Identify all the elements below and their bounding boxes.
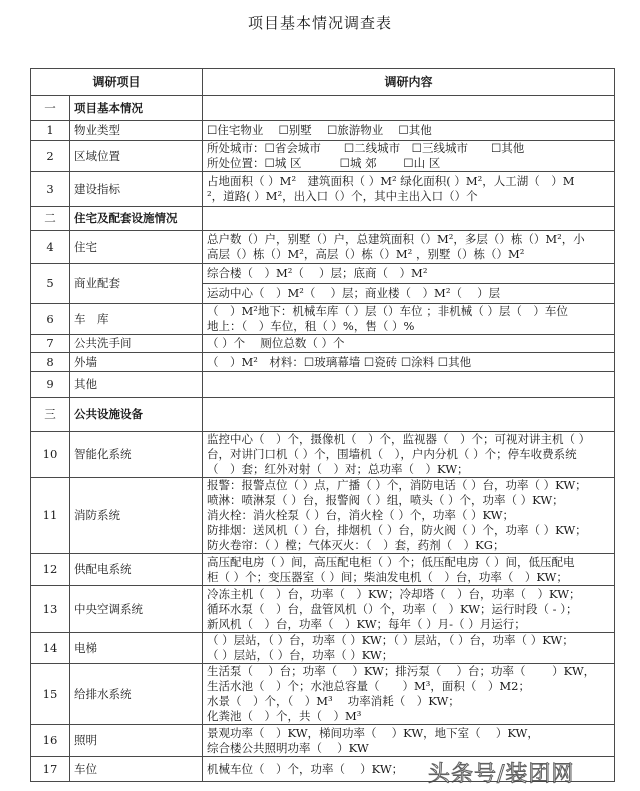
content-line[interactable]: 冷冻主机（ ）台，功率（ ）KW；冷却塔（ ）台，功率（ ）KW； [207,586,581,601]
row-number: 10 [31,432,70,478]
section-index: 三 [31,398,70,432]
table-row [31,372,615,398]
section-index: 一 [31,96,70,121]
row-number: 11 [31,478,70,554]
content-line[interactable]: 地上：（ ）车位，租（ ）%，售（ ）% [207,319,415,333]
row-number: 12 [31,554,70,586]
header-content: 调研内容 [203,69,615,96]
row-content [203,554,615,586]
row-content [203,478,615,554]
content-line[interactable]: 景观功率（ ）KW，梯间功率（ ）KW，地下室（ ）KW， [207,725,539,740]
content-line[interactable]: ☐住宅物业 ☐别墅 ☐旅游物业 ☐其他 [207,123,432,137]
content-line[interactable]: 高压配电房（ ）间，高压配电柜（ ）个；低压配电房（ ）间，低压配电 [207,554,575,569]
row-content [203,725,615,757]
row-content [203,141,615,172]
row-content [203,633,615,664]
row-item: 给排水系统 [70,664,203,725]
content-line[interactable]: 综合楼公共照明功率（ ）KW [207,740,369,755]
table-row [31,121,615,141]
row-number: 17 [31,757,70,782]
row-content [203,172,615,207]
content-line[interactable]: 总户数（）户，别墅（）户，总建筑面积（）M²，多层（）栋（）M²，小 [207,232,585,246]
table-row [31,633,615,664]
content-line[interactable]: 综合楼（ ）M²（ ）层；底商（ ）M² [207,266,428,280]
content-line[interactable]: （ ）层站，（ ）台，功率（ ）KW；（ ）层站，（ ）台，功率（ ）KW； [207,633,574,647]
row-item: 区域位置 [70,141,203,172]
content-line[interactable]: ²，道路( ）M²，出入口（）个，其中主出入口（）个 [207,189,478,203]
row-item: 车位 [70,757,203,782]
row-number: 5 [31,264,70,304]
section-row [31,96,615,121]
table-row [31,335,615,353]
content-line[interactable]: 化粪池（ ）个，共（ ）M³ [207,709,362,723]
table-row [31,478,615,554]
header-item: 调研项目 [31,69,203,96]
table-row [31,586,615,633]
row-item: 中央空调系统 [70,586,203,633]
content-line[interactable]: 所处位置：☐城 区 ☐城 郊 ☐山 区 [207,156,441,170]
content-line[interactable]: （ ）个 厕位总数（ ）个 [207,336,345,350]
section-label: 公共设施设备 [70,398,203,432]
section-label: 住宅及配套设施情况 [70,207,203,231]
row-item: 公共洗手间 [70,335,203,353]
row-item: 车 库 [70,304,203,335]
section-row [31,398,615,432]
survey-table [30,68,615,782]
table-row [31,664,615,725]
row-number: 9 [31,372,70,398]
row-item: 电梯 [70,633,203,664]
row-content [203,304,615,335]
row-item: 供配电系统 [70,554,203,586]
row-content [203,432,615,478]
content-line[interactable]: 水景（ ）个，（ ）M³ 功率消耗（ ）KW； [207,694,460,708]
row-number: 3 [31,172,70,207]
table-row [31,304,615,335]
row-number: 6 [31,304,70,335]
content-line[interactable]: 防排烟：送风机（ ）台，排烟机（ ）台，防火阀（ ）个，功率（ ）KW； [207,523,587,537]
table-row [31,725,615,757]
content-line[interactable]: 循环水泵（ ）台，盘管风机（）个，功率（ ）KW；运行时段（ - ）； [207,601,578,616]
table-row [31,554,615,586]
row-content [203,264,615,284]
row-number: 13 [31,586,70,633]
content-line[interactable]: 机械车位（ ）个，功率（ ）KW； [207,761,404,776]
content-line[interactable]: 防火卷帘：（ ）樘；气体灭火：（ ）套，药剂（ ）KG； [207,538,505,552]
row-content [203,284,615,304]
row-number: 1 [31,121,70,141]
row-item: 消防系统 [70,478,203,554]
content-line[interactable]: 生活水池（ ）个；水池总容量（ ）M³，面积（ ）M2； [207,679,530,693]
row-item: 照明 [70,725,203,757]
content-line[interactable]: 运动中心（ ）M²（ ）层；商业楼（ ）M²（ ）层 [207,286,501,300]
row-item: 建设指标 [70,172,203,207]
content-line[interactable]: 生活泵（ ）台；功率（ ）KW；排污泵（ ）台；功率（ ）KW， [207,664,596,678]
row-item: 住宅 [70,231,203,264]
section-content-empty [203,207,615,231]
content-line[interactable]: 新风机（ ）台，功率（ ）KW；每年（ ）月-（ ）月运行； [207,616,526,631]
row-item: 商业配套 [70,264,203,304]
section-content-empty [203,398,615,432]
row-number: 7 [31,335,70,353]
table-row [31,432,615,478]
section-index: 二 [31,207,70,231]
content-line[interactable]: 柜（ ）个；变压器室（ ）间；柴油发电机（ ）台，功率（ ）KW； [207,569,568,584]
row-item: 智能化系统 [70,432,203,478]
row-item: 物业类型 [70,121,203,141]
row-content [203,335,615,353]
row-number: 8 [31,353,70,372]
row-item: 外墙 [70,353,203,372]
content-line[interactable]: （ ）套；红外对射（ ）对；总功率（ ）KW； [207,462,469,476]
content-line[interactable]: （ ）层站，（ ）台，功率（ ）KW； [207,648,394,662]
row-content [203,586,615,633]
content-line[interactable]: （ ）M²地下：机械车库（ ）层（）车位 ；非机械（ ）层（ ）车位 [207,304,568,318]
row-number: 4 [31,231,70,264]
content-line[interactable]: 高层（）栋（）M²，高层（）栋（）M² ，别墅（）栋（）M² [207,247,525,261]
row-content[interactable] [203,372,615,398]
row-content [203,121,615,141]
row-content [203,353,615,372]
content-line[interactable]: 监控中心（ ）个，摄像机（ ）个，监视器（ ）个；可视对讲主机（ ） [207,432,591,446]
content-line[interactable]: 所处城市：☐省会城市 ☐二线城市 ☐三线城市 ☐其他 [207,141,525,155]
row-content [203,231,615,264]
row-content [203,664,615,725]
content-line[interactable]: 消火栓：消火栓泵（ ）台，消火栓（ ）个，功率（ ）KW； [207,508,514,522]
content-line[interactable]: （ ）M² 材料：☐玻璃幕墙 ☐瓷砖 ☐涂料 ☐其他 [207,354,472,369]
page-title: 项目基本情况调查表 [247,14,392,32]
content-line[interactable]: 喷淋：喷淋泵（ ）台，报警阀（ ）组，喷头（ ）个，功率（ ）KW； [207,493,564,507]
row-number: 2 [31,141,70,172]
row-number: 16 [31,725,70,757]
content-line[interactable]: 台，对讲门口机（ ）个，围墙机（ ），户内分机（ ）个；停车收费系统 [207,447,577,461]
section-label: 项目基本情况 [70,96,203,121]
watermark: 头条号/装团网 [428,762,575,787]
row-number: 14 [31,633,70,664]
row-number: 15 [31,664,70,725]
table-row [31,141,615,172]
row-item: 其他 [70,372,203,398]
content-line[interactable]: 报警：报警点位（ ）点，广播（ ）个，消防电话（ ）台，功率（ ）KW； [207,478,587,492]
section-row [31,207,615,231]
table-row [31,353,615,372]
table-header-row [31,69,615,96]
table-row [31,231,615,264]
table-row [31,264,615,284]
table-row [31,172,615,207]
section-content-empty [203,96,615,121]
content-line[interactable]: 占地面积（ ）M² 建筑面积（ ）M² 绿化面积( ）M²，人工湖（ ）M [207,174,575,188]
